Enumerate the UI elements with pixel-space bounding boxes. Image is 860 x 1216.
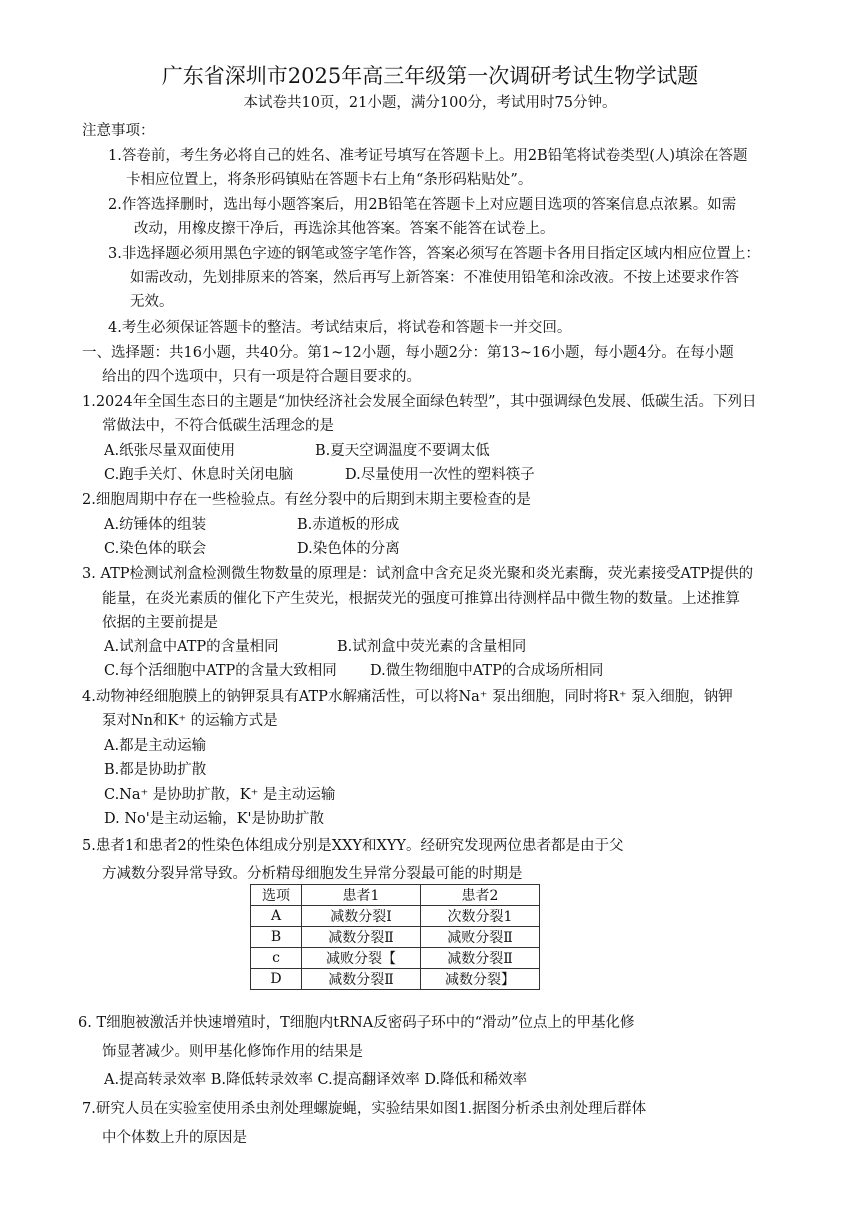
q3-option-a: A.试剂盒中ATP的含量相同 <box>104 639 279 655</box>
note-line: 改动，用橡皮擦干净后，再选涂其他答案。答案不能答在试卷上。 <box>134 221 555 237</box>
q4-stem: 4.动物神经细胞膜上的钠钾泵具有ATP水解痛活性，可以将Na⁺ 泵出细胞，同时将R⁺ 泵入细胞，钠钾 <box>82 689 733 705</box>
q1-stem: 1.2024年全国生态日的主题是“加快经济社会发展全面绿色转型”，其中强调绿色发展、低碳生活。下列日 <box>82 394 757 410</box>
q7-stem-cont: 中个体数上升的原因是 <box>102 1130 247 1146</box>
q3-option-d: D.微生物细胞中ATP的合成场所相同 <box>370 663 604 679</box>
note-line: 2.作答选择删时，选出每小题答案后，用2B铅笔在答题卡上对应题目选项的答案信息点浓累。如需 <box>108 197 737 213</box>
q4-option-a: A.都是主动运输 <box>104 738 207 754</box>
table-cell: B <box>251 927 302 948</box>
q2-option-d: D.染色体的分离 <box>297 541 400 557</box>
section-heading-cont: 给出的四个选项中，只有一项是符合题目要求的。 <box>102 369 421 385</box>
q5-stem: 5.患者1和患者2的性染色体组成分别是XXY和XYY。经研究发现两位患者都是由于父 <box>82 838 624 854</box>
q2-stem: 2.细胞周期中存在一些检验点。有丝分裂中的后期到末期主要检查的是 <box>82 492 531 508</box>
q2-option-a: A.纺锤体的组装 <box>104 517 207 533</box>
table-header-cell: 患者2 <box>421 885 540 906</box>
paper-title: 广东省深圳市2025年高三年级第一次调研考试生物学试题 <box>161 64 699 88</box>
note-line: 3.非选择题必须用黑色字迹的钢笔或签字笔作答，答案必须写在答题卡各用目指定区域内相应位置上： <box>108 246 760 262</box>
q4-stem-cont: 泵对Nn和K⁺ 的运输方式是 <box>102 713 278 729</box>
q3-stem: 3. ATP检测试剂盒检测微生物数量的原理是：试剂盒中含充足炎光聚和炎光素酶，荧光素接受ATP提供的 <box>82 566 754 582</box>
q2-option-b: B.赤道板的形成 <box>297 517 400 533</box>
table-row <box>251 927 540 948</box>
table-header-cell: 患者1 <box>302 885 421 906</box>
q1-option-a: A.纸张尽量双面使用 <box>104 443 236 459</box>
table-cell: c <box>251 948 302 969</box>
table-cell: D <box>251 969 302 990</box>
q5-stem-cont: 方减数分裂异常导致。分析精母细胞发生异常分裂最可能的时期是 <box>102 866 523 882</box>
q1-option-d: D.尽量使用一次性的塑料筷子 <box>345 467 535 483</box>
table-row <box>251 969 540 990</box>
note-line: 4.考生必须保证答题卡的整洁。考试结束后，将试卷和答题卡一并交回。 <box>108 320 572 336</box>
table-header-cell: 选项 <box>251 885 302 906</box>
q7-stem: 7.研究人员在实验室使用杀虫剂处理螺旋蝇，实验结果如图1.据图分析杀虫剂处理后群体 <box>82 1101 647 1117</box>
q6-stem: 6. T细胞被激活并快速增殖时，T细胞内tRNA反密码子环中的“滑动”位点上的甲基化修 <box>78 1015 635 1031</box>
section-heading: 一、选择题：共16小题，共40分。第1~12小题，每小题2分：第13~16小题，每小题4分。在每小题 <box>82 345 734 361</box>
note-line: 如需改动，先划排原来的答案，然后再写上新答案：不准使用铅笔和涂改液。不按上述要求作答 <box>130 270 739 286</box>
table-header-row <box>251 885 540 906</box>
paper-subtitle: 本试卷共10页，21小题，满分100分，考试用时75分钟。 <box>243 95 617 111</box>
q6-options: A.提高转录效率 B.降低转录效率 C.提高翻译效率 D.降低和稀效率 <box>104 1072 528 1088</box>
q1-stem-cont: 常做法中，不符合低碳生活理念的是 <box>102 418 334 434</box>
table-row <box>251 948 540 969</box>
q4-option-b: B.都是协助扩散 <box>104 762 207 778</box>
q4-option-c: C.Na⁺ 是协助扩散，K⁺ 是主动运输 <box>104 787 336 803</box>
q3-stem-cont: 能量，在炎光素质的催化下产生荧光，根据荧光的强度可推算出待测样品中微生物的数量。上述推算 <box>102 591 740 607</box>
notes-heading: 注意事项： <box>82 123 155 139</box>
table-cell: A <box>251 906 302 927</box>
q5-options-table <box>250 884 540 990</box>
note-line: 无效。 <box>130 294 174 310</box>
table-cell: 减数分裂】 <box>421 969 540 990</box>
note-line: 卡相应位置上，将条形码镇贴在答题卡右上角“条形码粘贴处”。 <box>126 172 533 188</box>
q2-option-c: C.染色体的联会 <box>104 541 207 557</box>
table-cell: 次数分裂1 <box>421 906 540 927</box>
table-row <box>251 906 540 927</box>
q6-stem-cont: 饰显著减少。则甲基化修饰作用的结果是 <box>102 1044 363 1060</box>
q3-option-c: C.每个活细胞中ATP的含量大致相同 <box>104 663 337 679</box>
q4-option-d: D. No'是主动运输，K'是协助扩散 <box>104 811 325 827</box>
q3-stem-cont: 依据的主要前提是 <box>102 615 218 631</box>
q1-option-c: C.跑手关灯、休息时关闭电脑 <box>104 467 294 483</box>
table-cell: 减败分裂【 <box>302 948 421 969</box>
q1-option-b: B.夏天空调温度不要调太低 <box>315 443 490 459</box>
note-line: 1.答卷前，考生务必将自己的姓名、准考证号填写在答题卡上。用2B铅笔将试卷类型(人)填涂在答题 <box>108 148 748 164</box>
table-cell: 减败分裂Ⅱ <box>421 927 540 948</box>
table-cell: 减数分裂Ⅱ <box>302 969 421 990</box>
table-cell: 减数分裂Ⅰ <box>302 906 421 927</box>
table-cell: 减数分裂Ⅱ <box>421 948 540 969</box>
table-cell: 减数分裂Ⅱ <box>302 927 421 948</box>
q3-option-b: B.试剂盒中荧光素的含量相同 <box>337 639 527 655</box>
